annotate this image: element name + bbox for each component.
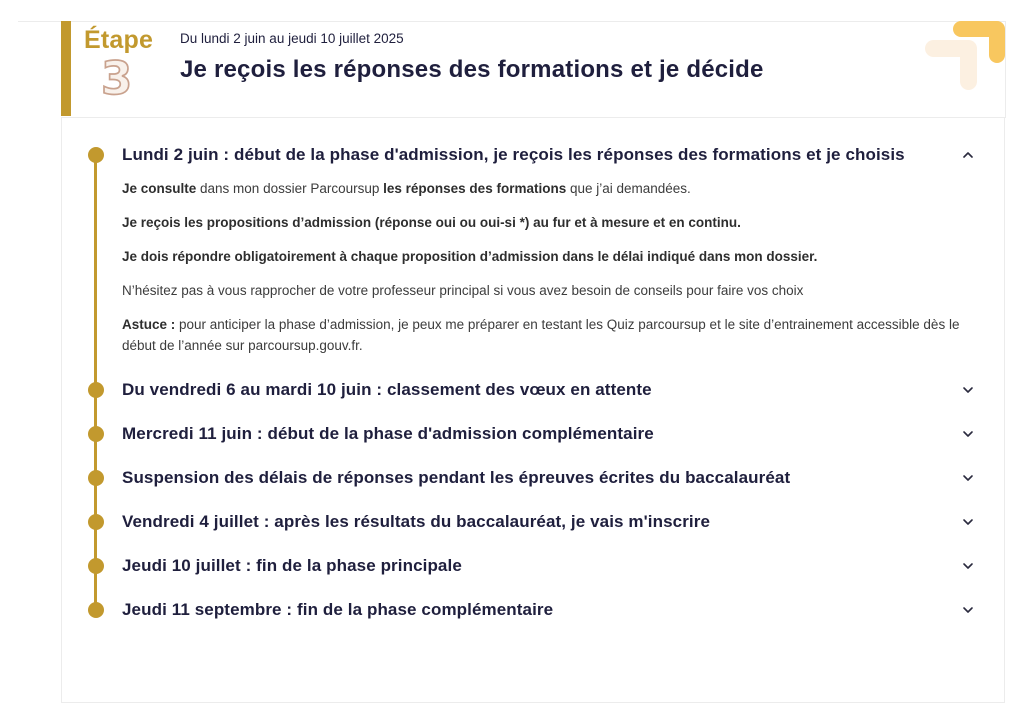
step-number: 3 (101, 52, 133, 105)
timeline-paragraph: N’hésitez pas à vous rapprocher de votre professeur principal si vous avez besoin de conseils pour faire vos choix (122, 282, 804, 298)
section-top-border (18, 21, 1005, 22)
chevron-up-icon (962, 149, 974, 161)
page-title: Je reçois les réponses des formations et je décide (180, 56, 764, 83)
timeline-item-title: Mercredi 11 juin : début de la phase d'admission complémentaire (122, 423, 654, 443)
timeline-item-title: Suspension des délais de réponses pendant les épreuves écrites du baccalauréat (122, 467, 791, 487)
timeline-paragraph: Astuce : pour anticiper la phase d’admission, je peux me préparer en testant les Quiz parcoursup et le site d’entrainement accessible dès le début de l’année sur parcoursup.gouv.fr. (122, 316, 960, 353)
step-label: Étape (84, 26, 154, 54)
accordion-header-button[interactable] (122, 555, 966, 577)
accordion-header-button[interactable] (122, 511, 966, 533)
timeline-bullet-icon (88, 602, 104, 618)
timeline-paragraph: Je reçois les propositions d’admission (réponse oui ou oui-si *) au fur et à mesure et en continu. (122, 215, 741, 231)
accordion-header-button[interactable] (122, 467, 966, 489)
timeline-item (122, 467, 966, 489)
timeline-item-content (122, 179, 966, 357)
chevron-down-icon (962, 604, 974, 616)
timeline-bullet-icon (88, 426, 104, 442)
timeline-item (122, 511, 966, 533)
timeline-item-title: Jeudi 11 septembre : fin de la phase complémentaire (122, 600, 554, 620)
chevron-down-icon (962, 472, 974, 484)
chevron-down-icon (962, 560, 974, 572)
timeline-bullet-icon (88, 382, 104, 398)
timeline-accordion-box (61, 117, 1005, 703)
chevron-down-icon (962, 428, 974, 440)
timeline-item (122, 599, 966, 621)
timeline-item (122, 144, 966, 357)
timeline-bullet-icon (88, 470, 104, 486)
chevron-down-icon (962, 516, 974, 528)
chevron-down-icon (962, 384, 974, 396)
timeline-item (122, 555, 966, 577)
accordion-header-button[interactable] (122, 423, 966, 445)
section-right-border (1005, 21, 1006, 118)
timeline-bullet-icon (88, 147, 104, 163)
accordion-header-button[interactable] (122, 599, 966, 621)
step-date-range: Du lundi 2 juin au jeudi 10 juillet 2025 (180, 31, 404, 46)
timeline-paragraph: Je consulte dans mon dossier Parcoursup les réponses des formations que j’ai demandées. (122, 181, 691, 197)
timeline-item (122, 379, 966, 401)
timeline-item-title: Lundi 2 juin : début de la phase d'admission, je reçois les réponses des formations et je choisis (122, 145, 905, 164)
timeline-paragraph: Je dois répondre obligatoirement à chaque proposition d’admission dans le délai indiqué dans mon dossier. (122, 248, 818, 264)
timeline-item-title: Du vendredi 6 au mardi 10 juin : classement des vœux en attente (122, 379, 652, 399)
timeline-list (122, 144, 966, 621)
accordion-header-button[interactable] (122, 379, 966, 401)
timeline-item (122, 423, 966, 445)
timeline-bullet-icon (88, 558, 104, 574)
timeline-bullet-icon (88, 514, 104, 530)
timeline-item-title: Jeudi 10 juillet : fin de la phase principale (122, 556, 462, 575)
accordion-header-button[interactable] (122, 144, 966, 166)
timeline-item-title: Vendredi 4 juillet : après les résultats du baccalauréat, je vais m'inscrire (122, 511, 711, 531)
step-accent-bar (61, 21, 71, 116)
